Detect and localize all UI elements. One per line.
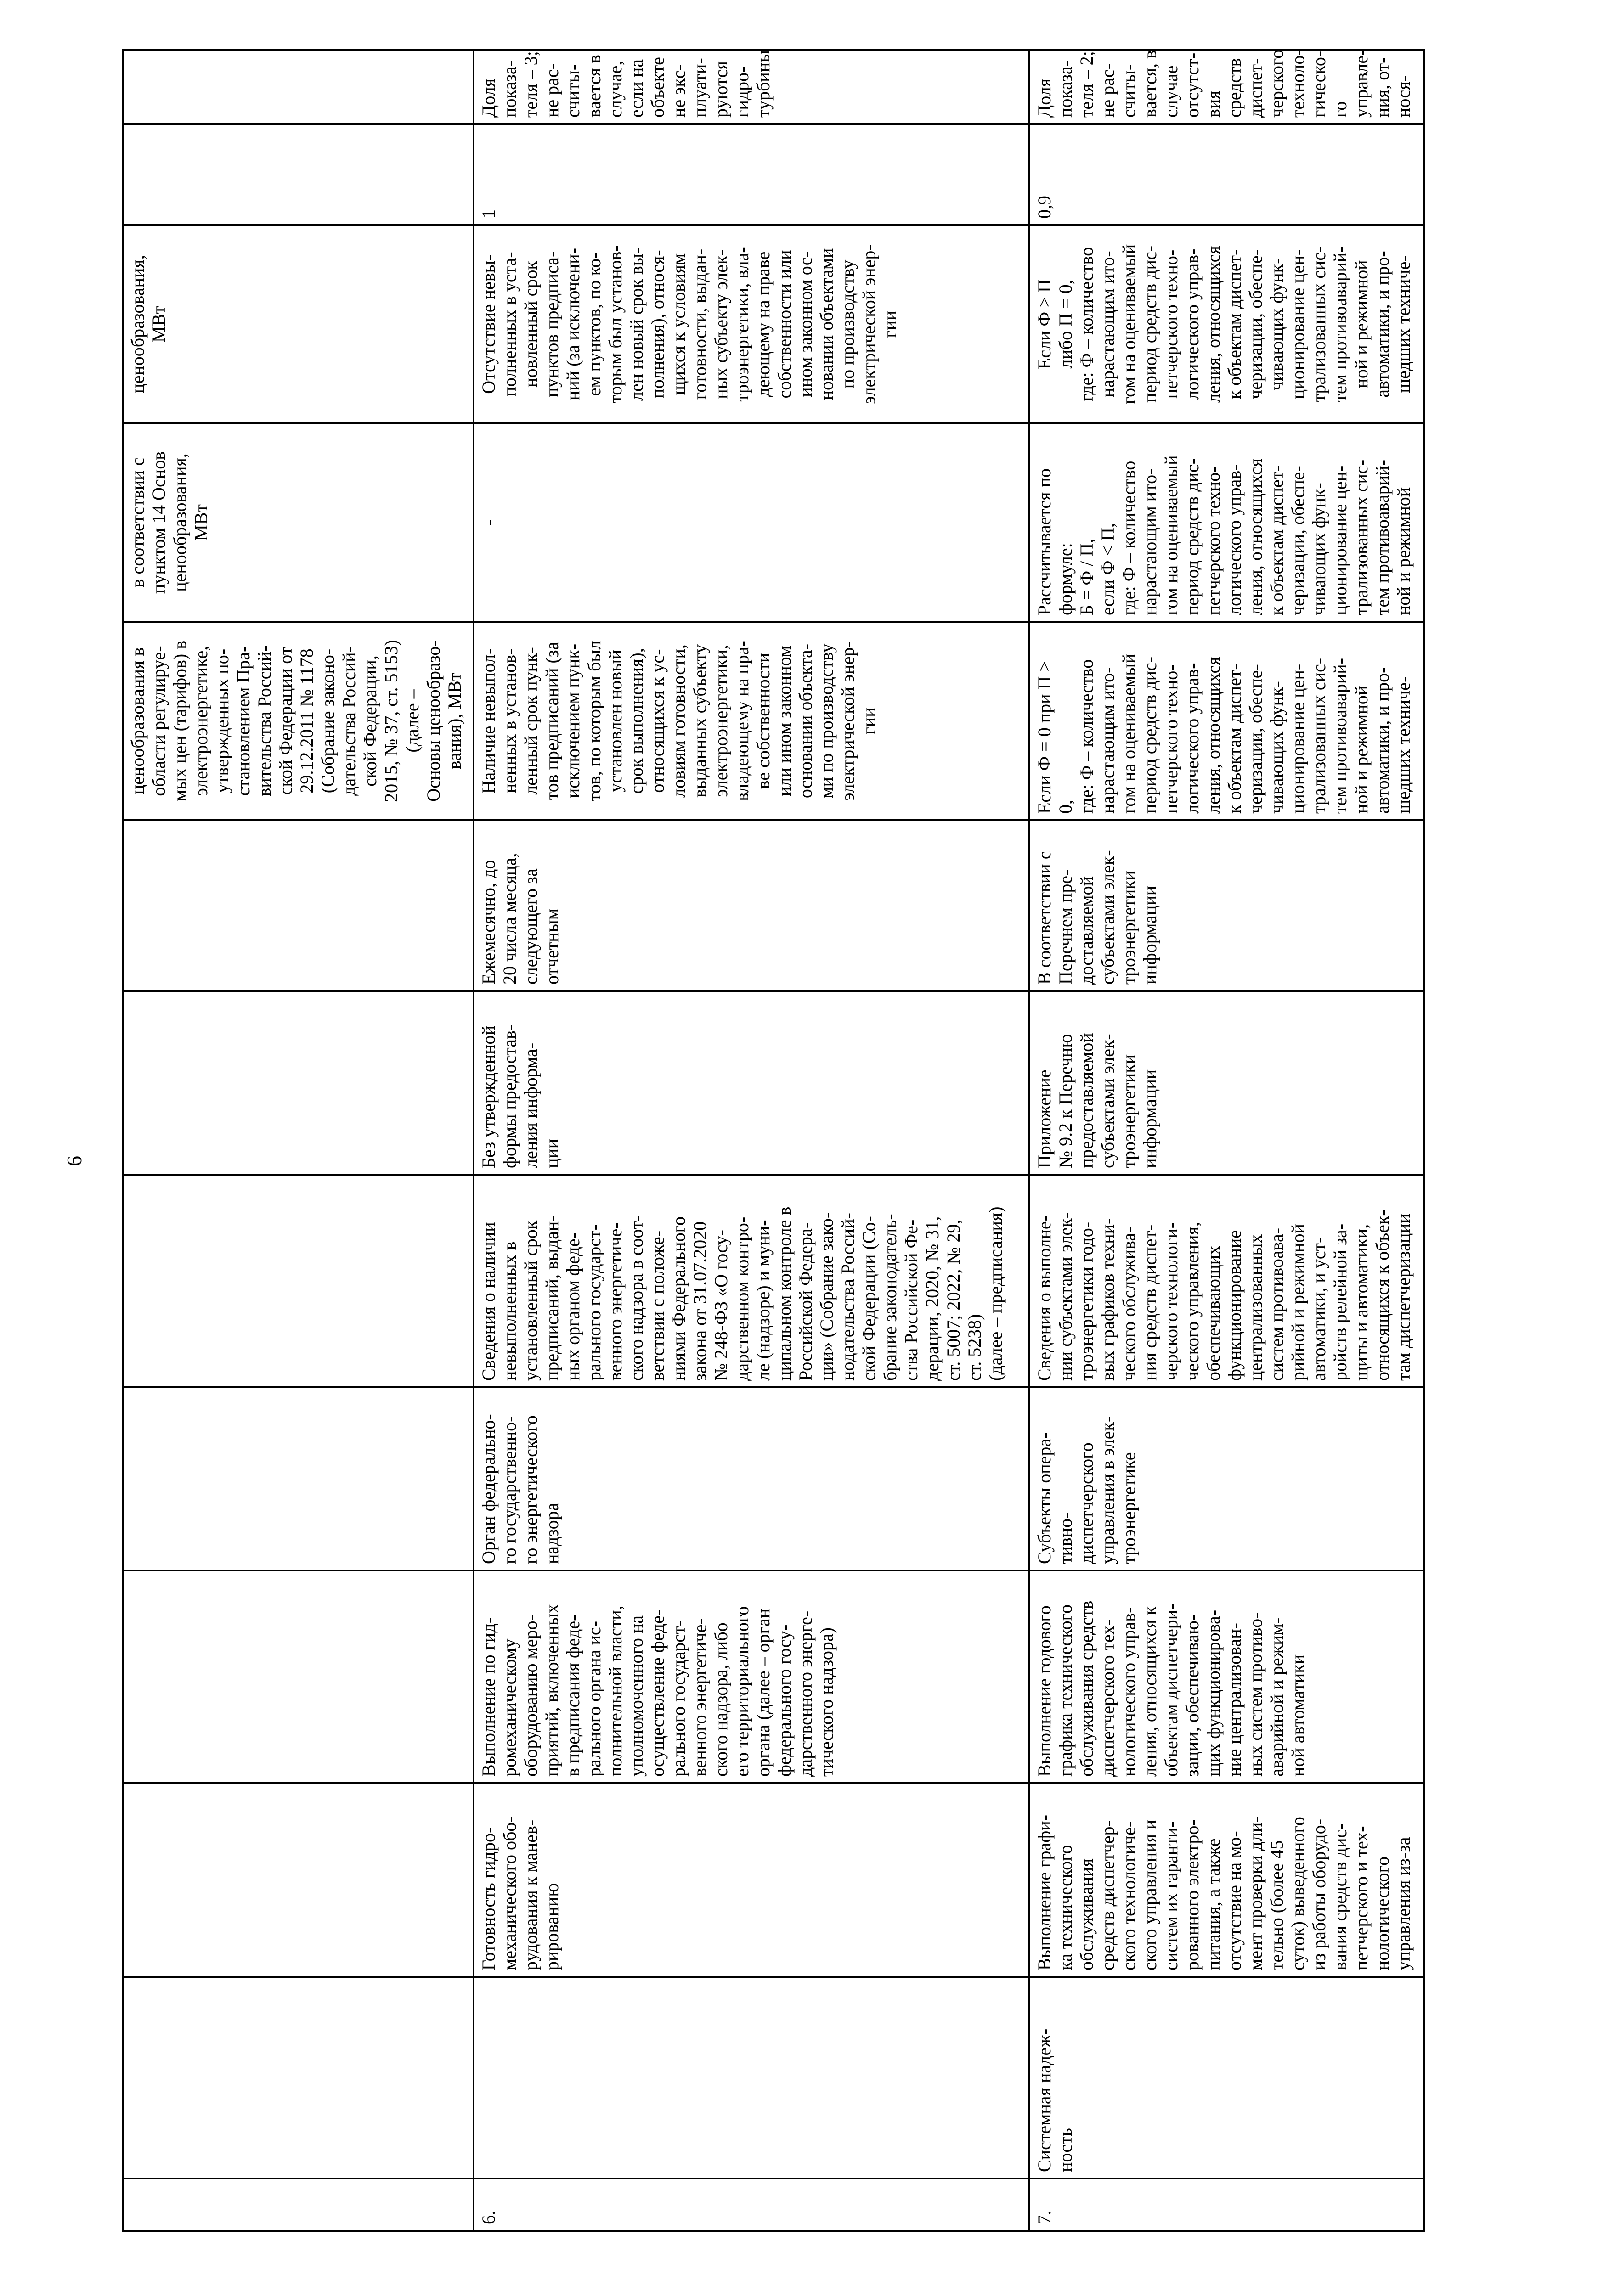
header-cell-number [123,2178,474,2231]
cell-condition-zero: Если Ф = 0 при П > 0, где: Ф – количество нарастающим ито- гом на оцениваемый период средств дис- петчерского техно- логического управ- ления, относящихся к объектам диспет- черизации, обеспе- чивающих функ- ционирование цен- трализованных сис- тем противоаварий- ной и режимной автоматики, и про- шедших техниче- [1029,622,1424,820]
header-cell-description [123,1570,474,1783]
header-cell-formula: в соответствии с пунктом 14 Основ ценообразования, МВт [123,423,474,622]
table-row [474,50,1029,2231]
cell-source: Сведения о выполне- нии субъектами элек- троэнергетики годо- вых графиков техни- ческого обслужива- ния средств диспет- черского технологи- ческого управления, обеспечивающих функционирование централизованных систем противоава- рийной и режимной автоматики, и уст- ройств релейной за- щиты и автоматики, относящихся к объек- там диспетчеризации [1029,1175,1424,1387]
header-cell-condition-zero: ценообразования в области регулируе- мых цен (тарифов) в электроэнергетике, утвержденных по- становлением Пра- вительства Россий- ской Федерации от 29.12.2011 № 1178 (Собрание законо- дательства Россий- ской Федерации, 2015, № 37, ст. 5153) (далее – Основы ценообразо- вания), МВт [123,622,474,820]
cell-formula: - [474,423,1029,622]
cell-group: Системная надеж- ность [1029,1977,1424,2178]
cell-number: 7. [1029,2178,1424,2231]
cell-formula: Рассчитывается по формуле: Б = Ф / П, если Ф < П, где: Ф – количество нарастающим ито- гом на оцениваемый период средств дис- петчерского техно- логического управ- ления, относящихся к объектам диспет- черизации, обеспе- чивающих функ- ционирование цен- трализованных сис- тем противоаварий- ной и режимной [1029,423,1424,622]
header-cell-note [123,50,474,124]
header-cell-group [123,1977,474,2178]
indicators-table [122,49,1425,2232]
header-cell-value [123,124,474,225]
cell-note: Доля показа- теля – 3; не рас- считы- вается в случае, если на объекте не экс- плуати- руются гидро- турбины [474,50,1029,124]
cell-form: Приложение № 9.2 к Перечню предоставляемой субъектами элек- троэнергетики информации [1029,991,1424,1175]
cell-source: Сведения о наличии невыполненных в установленный срок предписаний, выдан- ных органом феде- рального государст- венного энергетиче- ского надзора в соот- ветствии с положе- ниями Федерального закона от 31.07.2020 № 248-ФЗ «О госу- дарственном контро- ле (надзоре) и муни- ципальном контроле в Российской Федера- ции» (Собрание зако- нодательства Россий- ской Федерации (Со- брание законодатель- ства Российской Фе- дерации, 2020, № 31, ст. 5007; 2022, № 29, ст. 5238) (далее – предписания) [474,1175,1029,1387]
cell-condition-zero: Наличие невыпол- ненных в установ- ленный срок пунк- тов предписаний (за исключением пунк- тов, по которым был установлен новый срок выполнения), относящихся к ус- ловиям готовности, выданных субъекту электроэнергетики, владеющему на пра- ве собственности или ином законном основании объекта- ми по производству электрической энер- гии [474,622,1029,820]
cell-deadline: В соответствии с Перечнем пре- доставляемой субъектами элек- троэнергетики информации [1029,820,1424,991]
header-cell-deadline [123,820,474,991]
cell-condition-full: Отсутствие невы- полненных в уста- новленный срок пунктов предписа- ний (за исключени- ем пунктов, по ко- торым был установ- лен новый срок вы- полнения), относя- щихся к условиям готовности, выдан- ных субъекту элек- троэнергетики, вла- деющему на праве собственности или ином законном ос- новании объектами по производству электрической энер- гии [474,225,1029,423]
cell-responsible: Субъекты опера- тивно- диспетчерского управления в элек- троэнергетике [1029,1387,1424,1570]
cell-responsible: Орган федерально- го государственно- го энергетического надзора [474,1387,1029,1570]
header-cell-form [123,991,474,1175]
table-header-continuation [123,50,474,2231]
cell-indicator: Готовность гидро- механического обо- рудования к манев- рированию [474,1783,1029,1977]
page-number: 6 [62,1156,86,1166]
cell-group [474,1977,1029,2178]
cell-deadline: Ежемесячно, до 20 числа месяца, следующего за отчетным [474,820,1029,991]
cell-number: 6. [474,2178,1029,2231]
header-cell-condition-full: ценообразования, МВт [123,225,474,423]
cell-description: Выполнение по гид- ромеханическому оборудованию меро- приятий, включенных в предписания феде- рального органа ис- полнительной власти, уполномоченного на осуществление феде- рального государст- венного энергетиче- ского надзора, либо его территориального органа (далее – орган федерального госу- дарственного энерге- тического надзора) [474,1570,1029,1783]
header-cell-indicator [123,1783,474,1977]
header-cell-responsible [123,1387,474,1570]
cell-description: Выполнение годового графика технического обслуживания средств диспетчерского тех- нологического управ- ления, относящихся к объектам диспетчери- зации, обеспечиваю- щих функционирова- ние централизован- ных систем противо- аварийной и режим- ной автоматики [1029,1570,1424,1783]
table-row [1029,50,1424,2231]
cell-form: Без утвержденной формы предостав- ления информа- ции [474,991,1029,1175]
header-cell-source [123,1175,474,1387]
cell-indicator: Выполнение графи- ка технического обслуживания средств диспетчер- ского технологиче- ского управления и систем их гаранти- рованного электро- питания, а также отсутствие на мо- мент проверки дли- тельно (более 45 суток) выведенного из работы оборудо- вания средств дис- петчерского и тех- нологического управления из-за [1029,1783,1424,1977]
cell-condition-full: Если Ф ≥ П либо П = 0, где: Ф – количество нарастающим ито- гом на оцениваемый период средств дис- петчерского техно- логического управ- ления, относящихся к объектам диспет- черизации, обеспе- чивающих функ- ционирование цен- трализованных сис- тем противоаварий- ной и режимной автоматики, и про- шедших техниче- [1029,225,1424,423]
cell-value: 1 [474,124,1029,225]
cell-value: 0,9 [1029,124,1424,225]
cell-note: Доля показа- теля – 2; не рас- считы- вается, в случае отсутст- вия средств диспет- черского техноло- гическо- го управле- ния, от- нося- [1029,50,1424,124]
